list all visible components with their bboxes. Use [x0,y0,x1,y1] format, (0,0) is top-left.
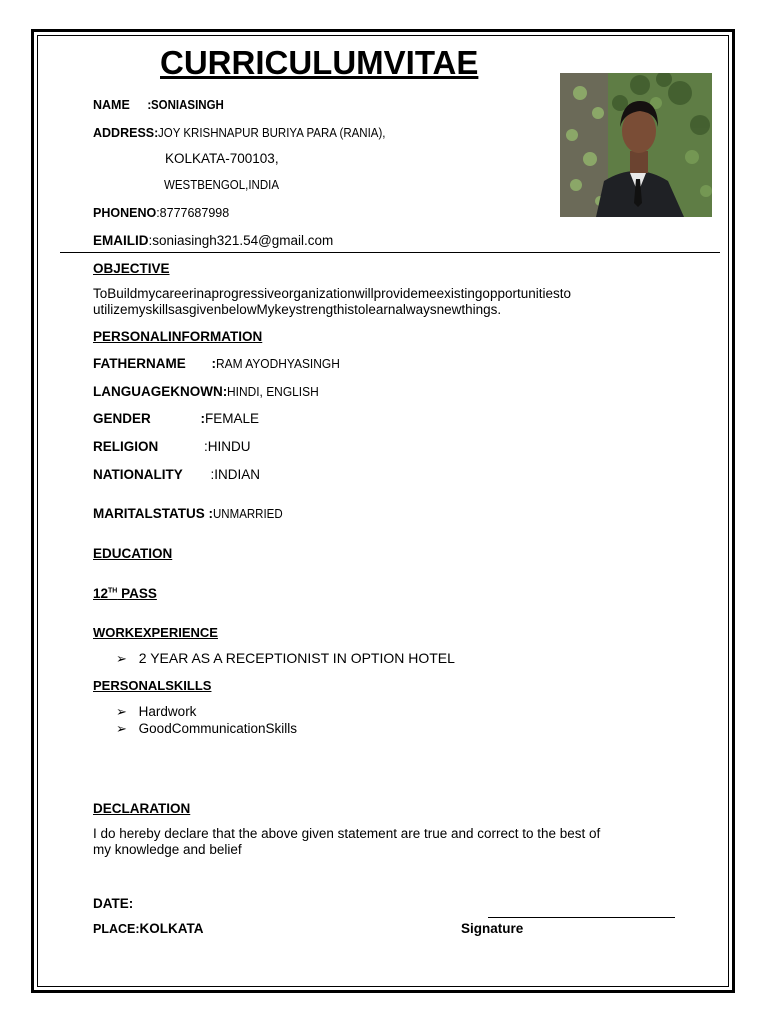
declaration-line1: I do hereby declare that the above given statement are true and correct to the best of [93,826,601,841]
phone-label: PHONENO [93,206,157,220]
name-value: SONIASINGH [151,98,225,112]
objective-line1: ToBuildmycareerinaprogressiveorganizationwillprovidemeexistingopportunitiesto [93,286,571,301]
bullet-icon: ➢ [116,721,127,736]
education-heading: EDUCATION [93,546,173,561]
address-line3 [164,178,289,192]
marital-value: UNMARRIED [212,507,283,521]
skill-item-text: GoodCommunicationSkills [138,721,297,736]
skill-item-text: Hardwork [138,704,197,719]
nationality-row [93,467,260,482]
education-item [93,586,157,601]
nationality-value: :INDIAN [210,467,261,482]
date-label: DATE: [93,896,134,911]
address-label: ADDRESS: [93,126,159,140]
work-item [116,650,455,667]
signature-label: Signature [461,921,524,936]
skill-item [116,721,297,737]
address-row [93,126,406,140]
skills-heading: PERSONALSKILLS [93,678,212,693]
personal-info-heading: PERSONALINFORMATION [93,329,263,344]
religion-row [93,439,251,454]
father-value: RAM AYODHYASINGH [216,356,340,371]
language-value: HINDI, ENGLISH [227,384,319,399]
email-row [93,233,333,248]
education-item-number: 12 [93,586,109,601]
place-value: KOLKATA [139,921,204,936]
father-label: FATHERNAME [93,356,186,371]
skill-item [116,704,196,720]
gender-value: FEMALE [205,411,260,426]
religion-label: RELIGION [93,439,159,454]
father-separator: : [211,356,217,371]
name-row [93,98,231,112]
marital-row [93,506,289,521]
language-row [93,384,327,399]
bullet-icon: ➢ [116,651,127,666]
profile-photo-image [560,73,712,217]
declaration-text [93,826,600,858]
gender-separator: : [200,411,206,426]
bullet-icon: ➢ [116,704,127,719]
work-item-text: 2 YEAR AS A RECEPTIONIST IN OPTION HOTEL [138,650,455,666]
address-line2: KOLKATA-700103, [165,151,279,166]
email-value: :soniasingh321.54@gmail.com [148,233,334,248]
place-row [93,921,204,936]
signature-line [488,917,675,918]
gender-row [93,411,259,426]
father-row [93,356,351,371]
address-line1: JOY KRISHNAPUR BURIYA PARA (RANIA), [158,126,386,140]
marital-label: MARITALSTATUS : [93,506,213,521]
email-label: EMAILID [93,233,149,248]
nationality-label: NATIONALITY [93,467,183,482]
document-title: CURRICULUMVITAE [160,44,479,81]
religion-value: :HINDU [204,439,251,454]
phone-row [93,206,229,220]
language-label: LANGUAGEKNOWN: [93,384,228,399]
profile-photo [560,73,712,217]
gender-label: GENDER [93,411,151,426]
declaration-heading: DECLARATION [93,801,191,816]
education-item-rest: PASS [117,586,157,601]
name-separator: : [147,98,152,112]
declaration-line2: my knowledge and belief [93,842,242,857]
education-item-sup: TH [108,587,118,595]
address-line3-text: WESTBENGOL,INDIA [164,178,280,192]
work-heading: WORKEXPERIENCE [93,625,218,640]
objective-text [93,286,571,318]
header-divider [60,252,720,253]
objective-heading: OBJECTIVE [93,261,170,276]
objective-line2: utilizemyskillsasgivenbelowMykeystrengthistolearnalwaysnewthings. [93,302,502,317]
phone-value: :8777687998 [156,206,230,220]
place-label: PLACE: [93,922,140,936]
name-label: NAME [93,98,130,112]
